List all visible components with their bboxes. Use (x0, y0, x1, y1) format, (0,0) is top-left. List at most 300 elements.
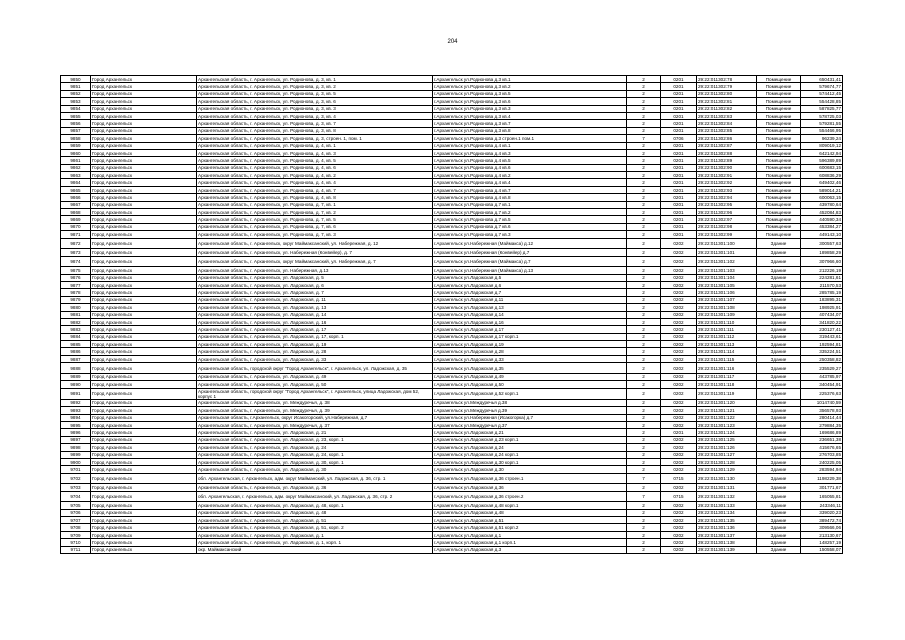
municipality: Город Архангельск (91, 333, 197, 340)
row-number: 9872 (61, 238, 91, 249)
object-kind: Здание (757, 524, 801, 531)
class-code: 0201 (661, 201, 697, 208)
class-code: 0202 (661, 451, 697, 458)
table-row (61, 186, 843, 193)
class-code: 0202 (661, 326, 697, 333)
municipality: Город Архангельск (91, 531, 197, 538)
cadastral-cost: 307966,60 (801, 256, 843, 267)
row-number: 9884 (61, 333, 91, 340)
short-address: г.Архангельск ул.Ладожская д.17 корп.1 (433, 333, 627, 340)
table-row (61, 296, 843, 303)
object-kind: Здание (757, 238, 801, 249)
type-code: 2 (627, 179, 661, 186)
class-code: 0201 (661, 149, 697, 156)
type-code: 2 (627, 451, 661, 458)
page-number: 204 (447, 39, 458, 45)
table-row (61, 363, 843, 374)
municipality: Город Архангельск (91, 267, 197, 274)
class-code: 0201 (661, 194, 697, 201)
object-kind: Здание (757, 249, 801, 256)
registry-table (60, 75, 843, 554)
short-address: г.Архангельск ул.Ладожская д.16 (433, 318, 627, 325)
cadastral-number: 29:22:011302:94 (697, 194, 757, 201)
type-code: 2 (627, 304, 661, 311)
object-kind: Здание (757, 539, 801, 546)
municipality: Город Архангельск (91, 76, 197, 83)
table-row (61, 436, 843, 443)
class-code: 0202 (661, 444, 697, 451)
full-address: обл. Архангельская, г. Архангельск, адм. округ Маймаксанский, ул. Ладожская, д. 36, стр. 2 (197, 491, 433, 502)
type-code: 2 (627, 311, 661, 318)
row-number: 9870 (61, 223, 91, 230)
municipality: Город Архангельск (91, 135, 197, 142)
full-address: Архангельская область, г. Архангельск, ул. Ладожская, д. 17 (197, 326, 433, 333)
object-kind: Здание (757, 458, 801, 465)
municipality: Город Архангельск (91, 186, 197, 193)
cadastral-number: 29:22:011301:126 (697, 444, 757, 451)
short-address: г.Архангельск ул.Набережная (Исакогорка) д.7 (433, 414, 627, 421)
class-code: 0202 (661, 274, 697, 281)
cadastral-cost: 554428,85 (801, 98, 843, 105)
municipality: Город Архангельск (91, 414, 197, 421)
cadastral-cost: 211570,53 (801, 281, 843, 288)
type-code: 2 (627, 407, 661, 414)
municipality: Город Архангельск (91, 164, 197, 171)
row-number: 9706 (61, 509, 91, 516)
row-number: 9871 (61, 231, 91, 238)
type-code: 2 (627, 546, 661, 553)
cadastral-cost: 283594,94 (801, 466, 843, 473)
object-kind: Помещение (757, 105, 801, 112)
cadastral-number: 29:22:011302:84 (697, 120, 757, 127)
cadastral-cost: 212226,19 (801, 267, 843, 274)
municipality: Город Архангельск (91, 473, 197, 484)
class-code: 0202 (661, 502, 697, 509)
row-number: 9883 (61, 326, 91, 333)
row-number: 9888 (61, 363, 91, 374)
type-code: 2 (627, 509, 661, 516)
cadastral-number: 29:22:011302:80 (697, 90, 757, 97)
object-kind: Здание (757, 509, 801, 516)
cadastral-cost: 453384,27 (801, 223, 843, 230)
table-row (61, 281, 843, 288)
object-kind: Здание (757, 304, 801, 311)
cadastral-number: 29:22:011301:110 (697, 318, 757, 325)
object-kind: Здание (757, 444, 801, 451)
cadastral-number: 29:22:011302:98 (697, 223, 757, 230)
class-code: 0202 (661, 458, 697, 465)
object-kind: Здание (757, 355, 801, 362)
type-code: 2 (627, 172, 661, 179)
cadastral-cost: 236651,38 (801, 436, 843, 443)
table-row (61, 399, 843, 406)
cadastral-number: 29:22:011301:135 (697, 517, 757, 524)
row-number: 9886 (61, 348, 91, 355)
short-address: г.Архангельск ул.Ладожская д.5 (433, 274, 627, 281)
object-kind: Помещение (757, 164, 801, 171)
cadastral-cost: 650431,41 (801, 76, 843, 83)
class-code: 0202 (661, 517, 697, 524)
full-address: Архангельская область, г. Архангельск, ул. Ладожская, д. 13 (197, 304, 433, 311)
row-number: 9855 (61, 112, 91, 119)
cadastral-cost: 600683,15 (801, 164, 843, 171)
cadastral-number: 29:22:011302:88 (697, 149, 757, 156)
table-row (61, 491, 843, 502)
object-kind: Здание (757, 333, 801, 340)
municipality: Город Архангельск (91, 105, 197, 112)
short-address: г.Архангельск ул.Родионова д.3 кв.5 (433, 90, 627, 97)
cadastral-cost: 356578,93 (801, 407, 843, 414)
cadastral-cost: 341820,22 (801, 318, 843, 325)
object-kind: Здание (757, 326, 801, 333)
cadastral-cost: 192594,81 (801, 341, 843, 348)
cadastral-number: 29:22:011302:93 (697, 186, 757, 193)
class-code: 0706 (661, 135, 697, 142)
type-code: 2 (627, 209, 661, 216)
cadastral-cost: 240225,05 (801, 458, 843, 465)
full-address: Архангельская область, г. Архангельск, ул. Родионова, д. 4, кв. 8 (197, 194, 433, 201)
class-code: 0202 (661, 466, 697, 473)
table-row (61, 142, 843, 149)
cadastral-number: 29:22:011301:123 (697, 421, 757, 428)
short-address: г.Архангельск ул.Ладожская д.35 (433, 363, 627, 374)
cadastral-number: 29:22:011302:86 (697, 135, 757, 142)
table-row (61, 473, 843, 484)
type-code: 2 (627, 458, 661, 465)
row-number: 9897 (61, 436, 91, 443)
full-address: Архангельская область, г. Архангельск, ул. Ладожская, д. 16 (197, 318, 433, 325)
municipality: Город Архангельск (91, 209, 197, 216)
table-row (61, 172, 843, 179)
type-code: 2 (627, 363, 661, 374)
municipality: Город Архангельск (91, 179, 197, 186)
table-row (61, 484, 843, 491)
type-code: 2 (627, 127, 661, 134)
type-code: 2 (627, 90, 661, 97)
cadastral-number: 29:22:011301:106 (697, 289, 757, 296)
class-code: 0202 (661, 341, 697, 348)
municipality: Город Архангельск (91, 348, 197, 355)
short-address: г.Архангельск ул.Ладожская д.36 (433, 484, 627, 491)
short-address: г.Архангельск ул.Ладожская д.11 (433, 296, 627, 303)
full-address: Архангельская область, г. Архангельск, ул. Ладожская, д. 1, корп. 1 (197, 539, 433, 546)
class-code: 0201 (661, 223, 697, 230)
class-code: 0201 (661, 231, 697, 238)
cadastral-cost: 280414,44 (801, 414, 843, 421)
short-address: г.Архангельск ул.Родионова д.3 кв.6 (433, 98, 627, 105)
table-row (61, 311, 843, 318)
full-address: Архангельская область, г. Архангельск, округ Маймаксанский, ул. Набережная, д. 12 (197, 238, 433, 249)
municipality: Город Архангельск (91, 318, 197, 325)
object-kind: Помещение (757, 112, 801, 119)
municipality: Город Архангельск (91, 311, 197, 318)
municipality: Город Архангельск (91, 399, 197, 406)
row-number: 9896 (61, 429, 91, 436)
cadastral-cost: 608836,29 (801, 172, 843, 179)
table-row (61, 120, 843, 127)
full-address: Архангельская область, г. Архангельск, ул. Ладожская, д. 48, корп. 1 (197, 502, 433, 509)
object-kind: Здание (757, 484, 801, 491)
table-row (61, 509, 843, 516)
cadastral-cost: 225376,63 (801, 388, 843, 399)
row-number: 9898 (61, 444, 91, 451)
short-address: г.Архангельск ул.Ладожская д.50 (433, 381, 627, 388)
full-address: Архангельская область, г. Архангельск, ул. Родионова, д. 7, кв. 3 (197, 231, 433, 238)
short-address: г.Архангельск ул.Ладожская д.49 (433, 373, 627, 380)
class-code: 0202 (661, 524, 697, 531)
row-number: 9873 (61, 249, 91, 256)
full-address: Архангельская область, г. Архангельск, ул. Родионова, д. 3, кв. 8 (197, 127, 433, 134)
class-code: 0202 (661, 531, 697, 538)
class-code: 0201 (661, 186, 697, 193)
row-number: 9702 (61, 473, 91, 484)
full-address: Архангельская область, г. Архангельск, ул. Ладожская, д. 33 (197, 355, 433, 362)
cadastral-cost: 213130,67 (801, 531, 843, 538)
type-code: 2 (627, 194, 661, 201)
row-number: 9863 (61, 172, 91, 179)
type-code: 2 (627, 429, 661, 436)
municipality: Город Архангельск (91, 296, 197, 303)
type-code: 2 (627, 267, 661, 274)
type-code: 2 (627, 164, 661, 171)
row-number: 9861 (61, 157, 91, 164)
object-kind: Здание (757, 531, 801, 538)
cadastral-number: 29:22:011301:127 (697, 451, 757, 458)
object-kind: Здание (757, 502, 801, 509)
class-code: 0202 (661, 318, 697, 325)
class-code: 0202 (661, 256, 697, 267)
row-number: 9708 (61, 524, 91, 531)
type-code: 2 (627, 381, 661, 388)
full-address: Архангельская область, г. Архангельск, ул. Родионова, д. 3, кв. 7 (197, 120, 433, 127)
row-number: 9857 (61, 127, 91, 134)
table-row (61, 194, 843, 201)
full-address: Архангельская область, г. Архангельск, ул. Родионова, д. 4, кв. 3 (197, 149, 433, 156)
table-row (61, 451, 843, 458)
type-code: 2 (627, 502, 661, 509)
municipality: Город Архангельск (91, 373, 197, 380)
object-kind: Здание (757, 473, 801, 484)
type-code: 2 (627, 231, 661, 238)
object-kind: Помещение (757, 157, 801, 164)
class-code: 0202 (661, 355, 697, 362)
short-address: г.Архангельск ул.Ладожская д.6 (433, 281, 627, 288)
table-row (61, 90, 843, 97)
class-code: 0201 (661, 157, 697, 164)
full-address: Архангельская область, г. Архангельск, ул. Родионова, д. 7, кв. 2 (197, 209, 433, 216)
row-number: 9850 (61, 76, 91, 83)
table-row (61, 421, 843, 428)
row-number: 9879 (61, 296, 91, 303)
table-row (61, 304, 843, 311)
short-address: г.Архангельск ул.Ладожская д.1 (433, 531, 627, 538)
type-code: 2 (627, 484, 661, 491)
class-code: 0201 (661, 120, 697, 127)
short-address: г.Архангельск ул.Родионова д.7 кв.5 (433, 216, 627, 223)
row-number: 9899 (61, 451, 91, 458)
class-code: 0201 (661, 98, 697, 105)
object-kind: Помещение (757, 216, 801, 223)
cadastral-number: 29:22:011301:108 (697, 304, 757, 311)
full-address: Архангельская область, г. Архангельск, ул. Родионова, д. 4, кв. 2 (197, 172, 433, 179)
row-number: 9859 (61, 142, 91, 149)
row-number: 9709 (61, 531, 91, 538)
cadastral-cost: 285785,19 (801, 289, 843, 296)
cadastral-cost: 578725,03 (801, 112, 843, 119)
cadastral-cost: 300557,63 (801, 238, 843, 249)
cadastral-cost: 600063,15 (801, 194, 843, 201)
cadastral-cost: 301771,67 (801, 484, 843, 491)
table-row (61, 105, 843, 112)
object-kind: Здание (757, 407, 801, 414)
municipality: Город Архангельск (91, 524, 197, 531)
row-number: 9887 (61, 355, 91, 362)
short-address: г.Архангельск ул.Родионова д.4 кв.1 (433, 142, 627, 149)
type-code: 2 (627, 83, 661, 90)
table-row (61, 539, 843, 546)
row-number: 9878 (61, 289, 91, 296)
class-code: 0201 (661, 179, 697, 186)
type-code: 2 (627, 186, 661, 193)
type-code: 2 (627, 120, 661, 127)
full-address: Архангельская область, г. Архангельск, округ Маймаксанский, ул. Набережная, д. 7 (197, 256, 433, 267)
object-kind: Здание (757, 289, 801, 296)
class-code: 0202 (661, 311, 697, 318)
row-number: 9890 (61, 381, 91, 388)
short-address: г.Архангельск ул.Ладожская д.13 (433, 304, 627, 311)
cadastral-number: 29:22:011302:78 (697, 76, 757, 83)
row-number: 9865 (61, 186, 91, 193)
row-number: 9894 (61, 414, 91, 421)
type-code: 2 (627, 348, 661, 355)
object-kind: Здание (757, 388, 801, 399)
short-address: г.Архангельск ул.Ладожская д.14 (433, 311, 627, 318)
cadastral-number: 29:22:011302:91 (697, 172, 757, 179)
table-row (61, 231, 843, 238)
cadastral-number: 29:22:011301:120 (697, 399, 757, 406)
cadastral-number: 29:22:011301:128 (697, 458, 757, 465)
short-address: г.Архангельск ул.Ладожская д.36 строен.1 (433, 473, 627, 484)
cadastral-number: 29:22:011301:115 (697, 355, 757, 362)
row-number: 9853 (61, 98, 91, 105)
cadastral-number: 29:22:011302:95 (697, 201, 757, 208)
row-number: 9885 (61, 341, 91, 348)
class-code: 0201 (661, 83, 697, 90)
municipality: Город Архангельск (91, 407, 197, 414)
cadastral-number: 29:22:011302:85 (697, 127, 757, 134)
class-code: 0202 (661, 348, 697, 355)
class-code: 0202 (661, 414, 697, 421)
class-code: 0202 (661, 484, 697, 491)
row-number: 9711 (61, 546, 91, 553)
municipality: Город Архангельск (91, 249, 197, 256)
cadastral-number: 29:22:011301:116 (697, 363, 757, 374)
full-address: Архангельская область, г. Архангельск, ул. Междуречья, д. 39 (197, 407, 433, 414)
table-row (61, 517, 843, 524)
table-row (61, 407, 843, 414)
cadastral-number: 29:22:011302:97 (697, 216, 757, 223)
object-kind: Помещение (757, 223, 801, 230)
cadastral-number: 29:22:011301:104 (697, 274, 757, 281)
municipality: Город Архангельск (91, 194, 197, 201)
type-code: 2 (627, 444, 661, 451)
type-code: 2 (627, 149, 661, 156)
object-kind: Здание (757, 296, 801, 303)
municipality: Город Архангельск (91, 274, 197, 281)
municipality: Город Архангельск (91, 281, 197, 288)
class-code: 0202 (661, 289, 697, 296)
type-code: 2 (627, 289, 661, 296)
table-row (61, 135, 843, 142)
object-kind: Помещение (757, 231, 801, 238)
class-code: 0201 (661, 142, 697, 149)
table-row (61, 546, 843, 553)
municipality: Город Архангельск (91, 539, 197, 546)
row-number: 9882 (61, 318, 91, 325)
short-address: г.Архангельск ул.Родионова д.4 кв.6 (433, 164, 627, 171)
municipality: Город Архангельск (91, 355, 197, 362)
municipality: Город Архангельск (91, 429, 197, 436)
cadastral-cost: 309566,06 (801, 524, 843, 531)
object-kind: Здание (757, 373, 801, 380)
full-address: Архангельская область, г. Архангельск, ул. Родионова, д. 3, кв. 1 (197, 76, 433, 83)
short-address: г.Архангельск ул.Ладожская д.28 (433, 348, 627, 355)
full-address: Архангельская область, г. Архангельск, ул. Ладожская, д. 51 (197, 517, 433, 524)
type-code: 2 (627, 274, 661, 281)
type-code: 7 (627, 473, 661, 484)
cadastral-number: 29:22:011301:131 (697, 484, 757, 491)
short-address: г.Архангельск ул.Родионова д.7 кв.2 (433, 209, 627, 216)
full-address: Архангельская область, г. Архангельск, ул. Междуречья, д. 38 (197, 399, 433, 406)
row-number: 9869 (61, 216, 91, 223)
table-row (61, 333, 843, 340)
object-kind: Здание (757, 436, 801, 443)
row-number: 9710 (61, 539, 91, 546)
full-address: Архангельская область, г. Архангельск, ул. Ладожская, д. 7 (197, 289, 433, 296)
class-code: 0202 (661, 421, 697, 428)
class-code: 0202 (661, 373, 697, 380)
municipality: Город Архангельск (91, 388, 197, 399)
object-kind: Здание (757, 451, 801, 458)
cadastral-number: 29:22:011301:100 (697, 238, 757, 249)
short-address: г.Архангельск ул.Ладожская д.48 (433, 509, 627, 516)
cadastral-number: 29:22:011301:129 (697, 466, 757, 473)
table-row (61, 98, 843, 105)
type-code: 7 (627, 491, 661, 502)
cadastral-number: 29:22:011301:136 (697, 524, 757, 531)
table-row (61, 373, 843, 380)
cadastral-number: 29:22:011301:133 (697, 502, 757, 509)
object-kind: Помещение (757, 209, 801, 216)
cadastral-cost: 407434,07 (801, 311, 843, 318)
row-number: 9851 (61, 83, 91, 90)
type-code: 2 (627, 76, 661, 83)
row-number: 9707 (61, 517, 91, 524)
object-kind: Помещение (757, 201, 801, 208)
cadastral-cost: 183895,31 (801, 296, 843, 303)
cadastral-cost: 574412,45 (801, 90, 843, 97)
short-address: г.Архангельск ул.Ладожская д.21 (433, 429, 627, 436)
table-row (61, 83, 843, 90)
municipality: Город Архангельск (91, 517, 197, 524)
class-code: 0201 (661, 164, 697, 171)
municipality: Город Архангельск (91, 256, 197, 267)
row-number: 9900 (61, 458, 91, 465)
class-code: 0202 (661, 381, 697, 388)
full-address: Архангельская область, г. Архангельск, ул. Родионова, д. 7, кв. 6 (197, 223, 433, 230)
full-address: Архангельская область, г. Архангельск, ул. Ладожская, д. 14 (197, 311, 433, 318)
class-code: 0715 (661, 491, 697, 502)
